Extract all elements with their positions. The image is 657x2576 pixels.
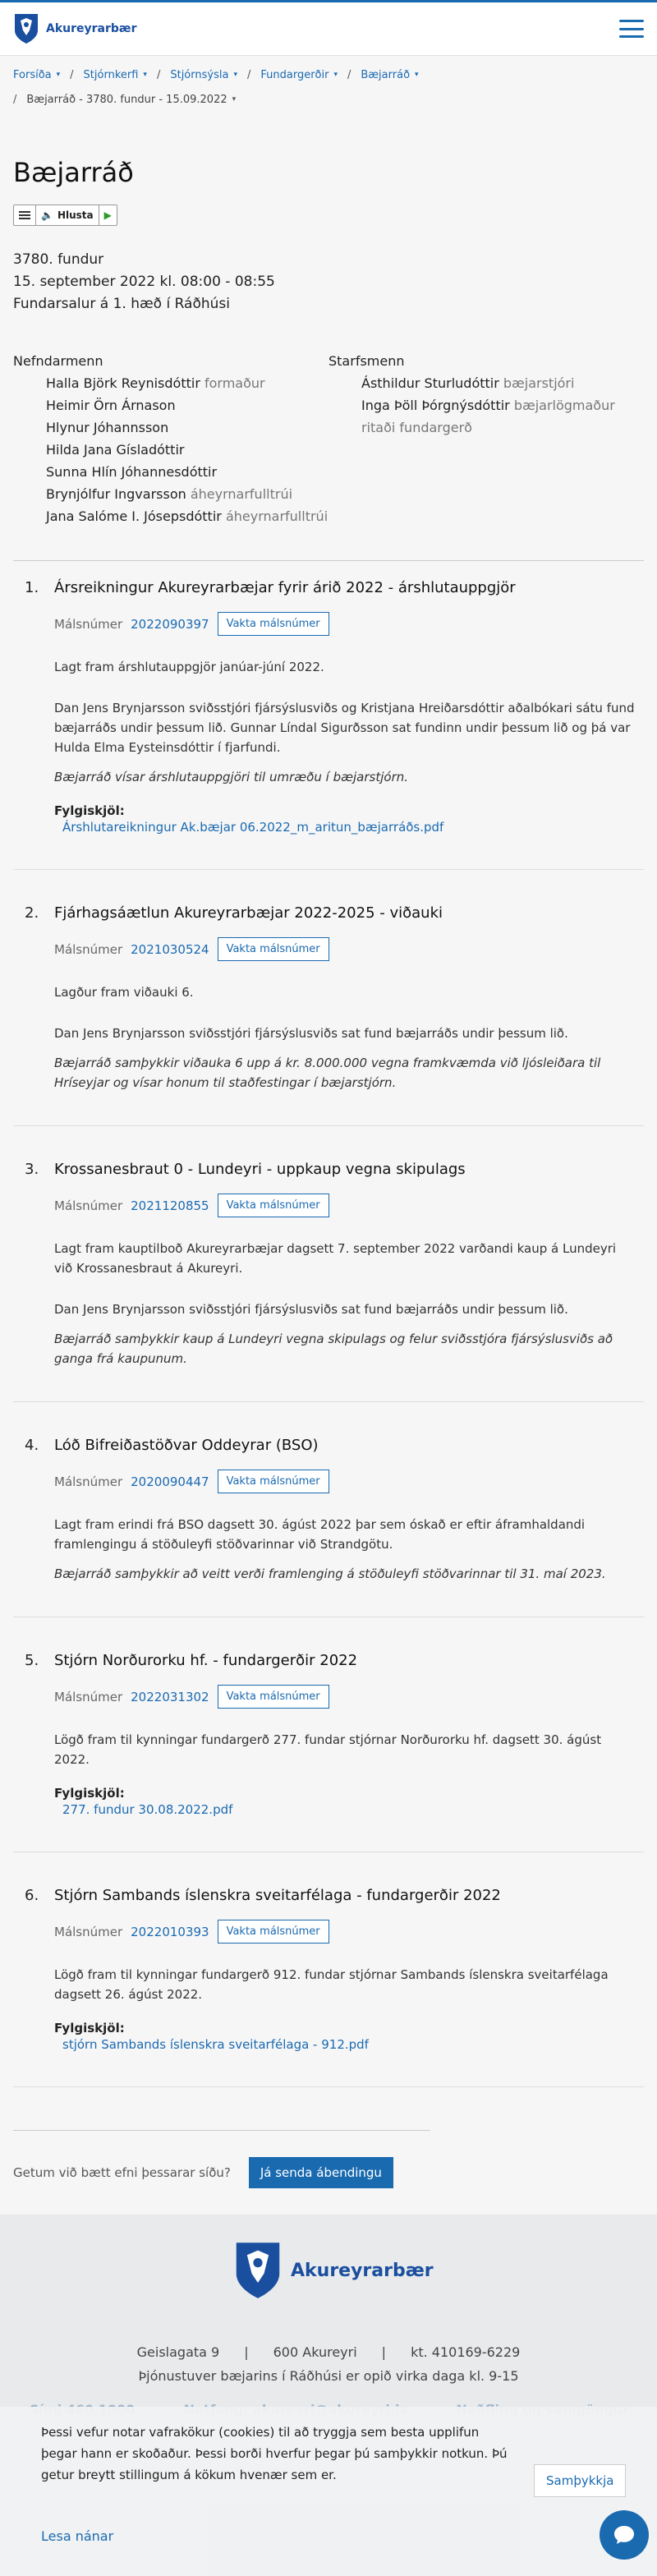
item-text: Lögð fram til kynningar fundargerð 912. fundar stjórnar Sambands íslenskra sveitarfélaga dagsett 26. ágúst 2022.: [54, 1967, 609, 2002]
attachments-heading: Fylgiskjöl:: [54, 2021, 125, 2036]
breadcrumb-current[interactable]: Bæjarráð - 3780. fundur - 15.09.2022 ▾: [26, 93, 237, 106]
staff-heading: Starfsmenn: [328, 353, 405, 369]
attendee: Jana Salóme I. Jósepsdóttir áheyrnarfulltrúi: [46, 508, 328, 524]
agenda-item: [13, 1885, 644, 2087]
item-title: Stjórn Norðurorku hf. - fundargerðir 2022: [54, 1652, 358, 1669]
case-number-link[interactable]: 2021030524: [131, 941, 209, 957]
item-text: Lagt fram erindi frá BSO dagsett 30. ágúst 2022 þar sem óskað er eftir áframhaldandi framlengingu á stöðuleyfi stöðvarinnar við Strandgötu.: [54, 1517, 586, 1552]
attendee: Hlynur Jóhannsson: [46, 420, 169, 435]
coat-of-arms-icon: [233, 2239, 283, 2302]
attendee: Hilda Jana Gísladóttir: [46, 442, 185, 458]
watch-case-button[interactable]: Vakta málsnúmer: [218, 1920, 329, 1944]
attachment-link[interactable]: Árshlutareikningur Ak.bæjar 06.2022_m_aritun_bæjarráðs.pdf: [62, 820, 444, 835]
item-decision: Bæjarráð samþykkir að veitt verði framlenging á stöðuleyfi stöðvarinnar til 31. maí 2023.: [54, 1566, 606, 1581]
case-number-link[interactable]: 2020090447: [131, 1474, 209, 1489]
breadcrumb-item[interactable]: Forsíða ▾: [13, 68, 61, 81]
divider: [13, 2130, 430, 2131]
speaker-icon: 🔈: [41, 209, 53, 221]
feedback-bar: [0, 2155, 407, 2191]
watch-case-button[interactable]: Vakta málsnúmer: [218, 1685, 329, 1709]
divider: [13, 560, 644, 561]
chevron-down-icon: ▾: [232, 95, 237, 104]
watch-case-button[interactable]: Vakta málsnúmer: [218, 612, 329, 636]
item-title: Lóð Bifreiðastöðvar Oddeyrar (BSO): [54, 1437, 319, 1454]
attendee: Inga Þöll Þórgnýsdóttir bæjarlögmaður ritaði fundargerð: [361, 398, 615, 435]
play-icon[interactable]: ▶: [103, 209, 112, 221]
attachment-link[interactable]: stjórn Sambands íslenskra sveitarfélaga - 912.pdf: [62, 2037, 369, 2052]
listen-button[interactable]: 🔈 Hlusta: [36, 205, 99, 225]
case-row: Málsnúmer 2022090397 Vakta málsnúmer: [54, 612, 636, 636]
logo-text: Akureyrarbær: [46, 22, 137, 35]
attachment-link[interactable]: 277. fundur 30.08.2022.pdf: [62, 1802, 233, 1817]
meeting-number: 3780. fundur: [13, 251, 104, 268]
item-decision: Bæjarráð samþykkir kaup á Lundeyri vegna skipulags og felur sviðsstjóra fjársýslusviðs að ganga frá kaupunum.: [54, 1332, 613, 1366]
item-number: 3.: [25, 1161, 39, 1178]
agenda-item: [13, 1435, 644, 1617]
item-text: Dan Jens Brynjarsson sviðsstjóri fjársýslusviðs sat fund bæjarráðs undir þessum lið.: [54, 1026, 568, 1041]
attachments-heading: Fylgiskjöl:: [54, 1786, 125, 1801]
chevron-down-icon: ▾: [56, 71, 61, 79]
item-number: 1.: [25, 579, 39, 596]
attendee-role: formaður: [204, 375, 265, 391]
item-decision: Bæjarráð vísar árshlutauppgjöri til umræðu í bæjarstjórn.: [54, 770, 409, 784]
footer-logo[interactable]: [233, 2239, 434, 2302]
attendees: [13, 350, 644, 527]
attendee-role: áheyrnarfulltrúi: [225, 508, 328, 524]
item-text: Lagt fram árshlutauppgjör janúar-júní 2022.: [54, 660, 324, 674]
item-text: Lagt fram kauptilboð Akureyrarbæjar dagsett 7. september 2022 varðandi kaup á Lundeyri við Krossanesbraut á Akureyri.: [54, 1241, 617, 1276]
attendee: Heimir Örn Árnason: [46, 398, 176, 413]
footer-logo-text: Akureyrarbær: [291, 2260, 434, 2281]
case-number-link[interactable]: 2021120855: [131, 1198, 209, 1213]
item-decision: Bæjarráð samþykkir viðauka 6 upp á kr. 8.000.000 vegna framkvæmda við ljósleiðara til Hríseyjar og vísar honum til staðfestingar í bæjarstjórn.: [54, 1056, 601, 1090]
breadcrumb: Forsíða ▾ / Stjórnkerfi ▾ / Stjórnsýsla ▾ / Fundargerðir ▾ / Bæjarráð ▾ / Bæjarráð - 3780. fundur - 15.09.2022 ▾: [13, 68, 419, 106]
listen-player[interactable]: [13, 205, 117, 226]
case-number-link[interactable]: 2022031302: [131, 1689, 209, 1704]
attendee: Sunna Hlín Jóhannesdóttir: [46, 464, 218, 480]
chevron-down-icon: ▾: [415, 71, 419, 79]
cookie-accept-button[interactable]: Samþykkja: [534, 2464, 626, 2497]
item-number: 5.: [25, 1652, 39, 1669]
attendee-role: áheyrnarfulltrúi: [190, 486, 293, 502]
committee-heading: Nefndarmenn: [13, 353, 103, 369]
site-logo[interactable]: [13, 12, 137, 45]
meeting-info: [13, 249, 644, 315]
cookie-banner: [0, 2407, 657, 2576]
breadcrumb-item[interactable]: Bæjarráð ▾: [361, 68, 419, 81]
case-row: Málsnúmer 2021030524 Vakta málsnúmer: [54, 937, 636, 961]
item-number: 2.: [25, 904, 39, 922]
item-number: 4.: [25, 1437, 39, 1454]
item-text: Dan Jens Brynjarsson sviðsstjóri fjársýslusviðs og Kristjana Hreiðarsdóttir aðalbókari sátu fund bæjarráðs undir þessum lið. Gunnar Líndal Sigurðsson sat fundinn undir þessum lið og þá var Hulda Elma Eysteinsdóttir í fjarfundi.: [54, 701, 635, 755]
chevron-down-icon: ▾: [233, 71, 237, 79]
agenda-item: [13, 577, 644, 870]
breadcrumb-item[interactable]: Stjórnsýsla ▾: [170, 68, 237, 81]
attendee-role: bæjarstjóri: [503, 375, 575, 391]
item-text: Lagður fram viðauki 6.: [54, 985, 194, 1000]
case-row: Málsnúmer 2020090447 Vakta málsnúmer: [54, 1470, 636, 1493]
breadcrumb-item[interactable]: Fundargerðir ▾: [260, 68, 338, 81]
site-header: [0, 0, 657, 56]
cookie-read-more-link[interactable]: Lesa nánar: [41, 2528, 114, 2544]
meeting-place: Fundarsalur á 1. hæð í Ráðhúsi: [13, 296, 230, 312]
chevron-down-icon: ▾: [333, 71, 338, 79]
item-text: Lögð fram til kynningar fundargerð 277. fundar stjórnar Norðurorku hf. dagsett 30. ágúst 2022.: [54, 1732, 602, 1767]
case-row: Málsnúmer 2022010393 Vakta málsnúmer: [54, 1920, 636, 1944]
chat-icon[interactable]: [600, 2510, 649, 2560]
attendee: Halla Björk Reynisdóttir formaður: [46, 375, 265, 391]
attachments-heading: Fylgiskjöl:: [54, 803, 125, 818]
agenda-items: [13, 577, 644, 2087]
case-number-link[interactable]: 2022010393: [131, 1924, 209, 1939]
cookie-text: Þessi vefur notar vafrakökur (cookies) til að tryggja sem besta upplifun þegar hann er skoðaður. Þessi borði hverfur þegar þú samþykkir notkun. Þú getur breytt stillingum á kökum hvenær sem er.: [41, 2425, 508, 2482]
committee-members: [13, 350, 328, 527]
watch-case-button[interactable]: Vakta málsnúmer: [218, 937, 329, 961]
watch-case-button[interactable]: Vakta málsnúmer: [218, 1194, 329, 1217]
breadcrumb-item[interactable]: Stjórnkerfi ▾: [83, 68, 147, 81]
meeting-time: 15. september 2022 kl. 08:00 - 08:55: [13, 274, 275, 290]
hamburger-icon[interactable]: [619, 20, 644, 38]
staff-members: [328, 350, 644, 527]
agenda-item: [13, 1159, 644, 1402]
menu-icon[interactable]: [14, 205, 36, 225]
case-number-link[interactable]: 2022090397: [131, 616, 209, 632]
chevron-down-icon: ▾: [143, 71, 147, 79]
send-feedback-button[interactable]: Já senda ábendingu: [249, 2157, 393, 2188]
item-text: Dan Jens Brynjarsson sviðsstjóri fjársýslusviðs sat fund bæjarráðs undir þessum lið.: [54, 1302, 568, 1317]
case-row: Málsnúmer 2022031302 Vakta málsnúmer: [54, 1685, 636, 1709]
footer-hours: Þjónustuver bæjarins í Ráðhúsi er opið virka daga kl. 9-15: [138, 2368, 519, 2384]
item-title: Krossanesbraut 0 - Lundeyri - uppkaup vegna skipulags: [54, 1161, 466, 1178]
agenda-item: [13, 1650, 644, 1852]
item-number: 6.: [25, 1887, 39, 1904]
item-title: Fjárhagsáætlun Akureyrarbæjar 2022-2025 - viðauki: [54, 904, 443, 922]
attendee: Brynjólfur Ingvarsson áheyrnarfulltrúi: [46, 486, 293, 502]
feedback-question: Getum við bætt efni þessarar síðu?: [13, 2165, 231, 2180]
case-row: Málsnúmer 2021120855 Vakta málsnúmer: [54, 1194, 636, 1217]
item-title: Ársreikningur Akureyrarbæjar fyrir árið 2022 - árshlutauppgjör: [54, 579, 516, 596]
watch-case-button[interactable]: Vakta málsnúmer: [218, 1470, 329, 1493]
item-title: Stjórn Sambands íslenskra sveitarfélaga - fundargerðir 2022: [54, 1887, 501, 1904]
footer-address: Geislagata 9 | 600 Akureyri | kt. 410169-6229: [136, 2344, 521, 2360]
agenda-item: [13, 903, 644, 1126]
attendee: Ásthildur Sturludóttir bæjarstjóri: [361, 375, 575, 391]
page-title: Bæjarráð: [13, 157, 134, 188]
attendee-role: bæjarlögmaður ritaði fundargerð: [361, 398, 615, 435]
coat-of-arms-icon: [13, 12, 39, 45]
